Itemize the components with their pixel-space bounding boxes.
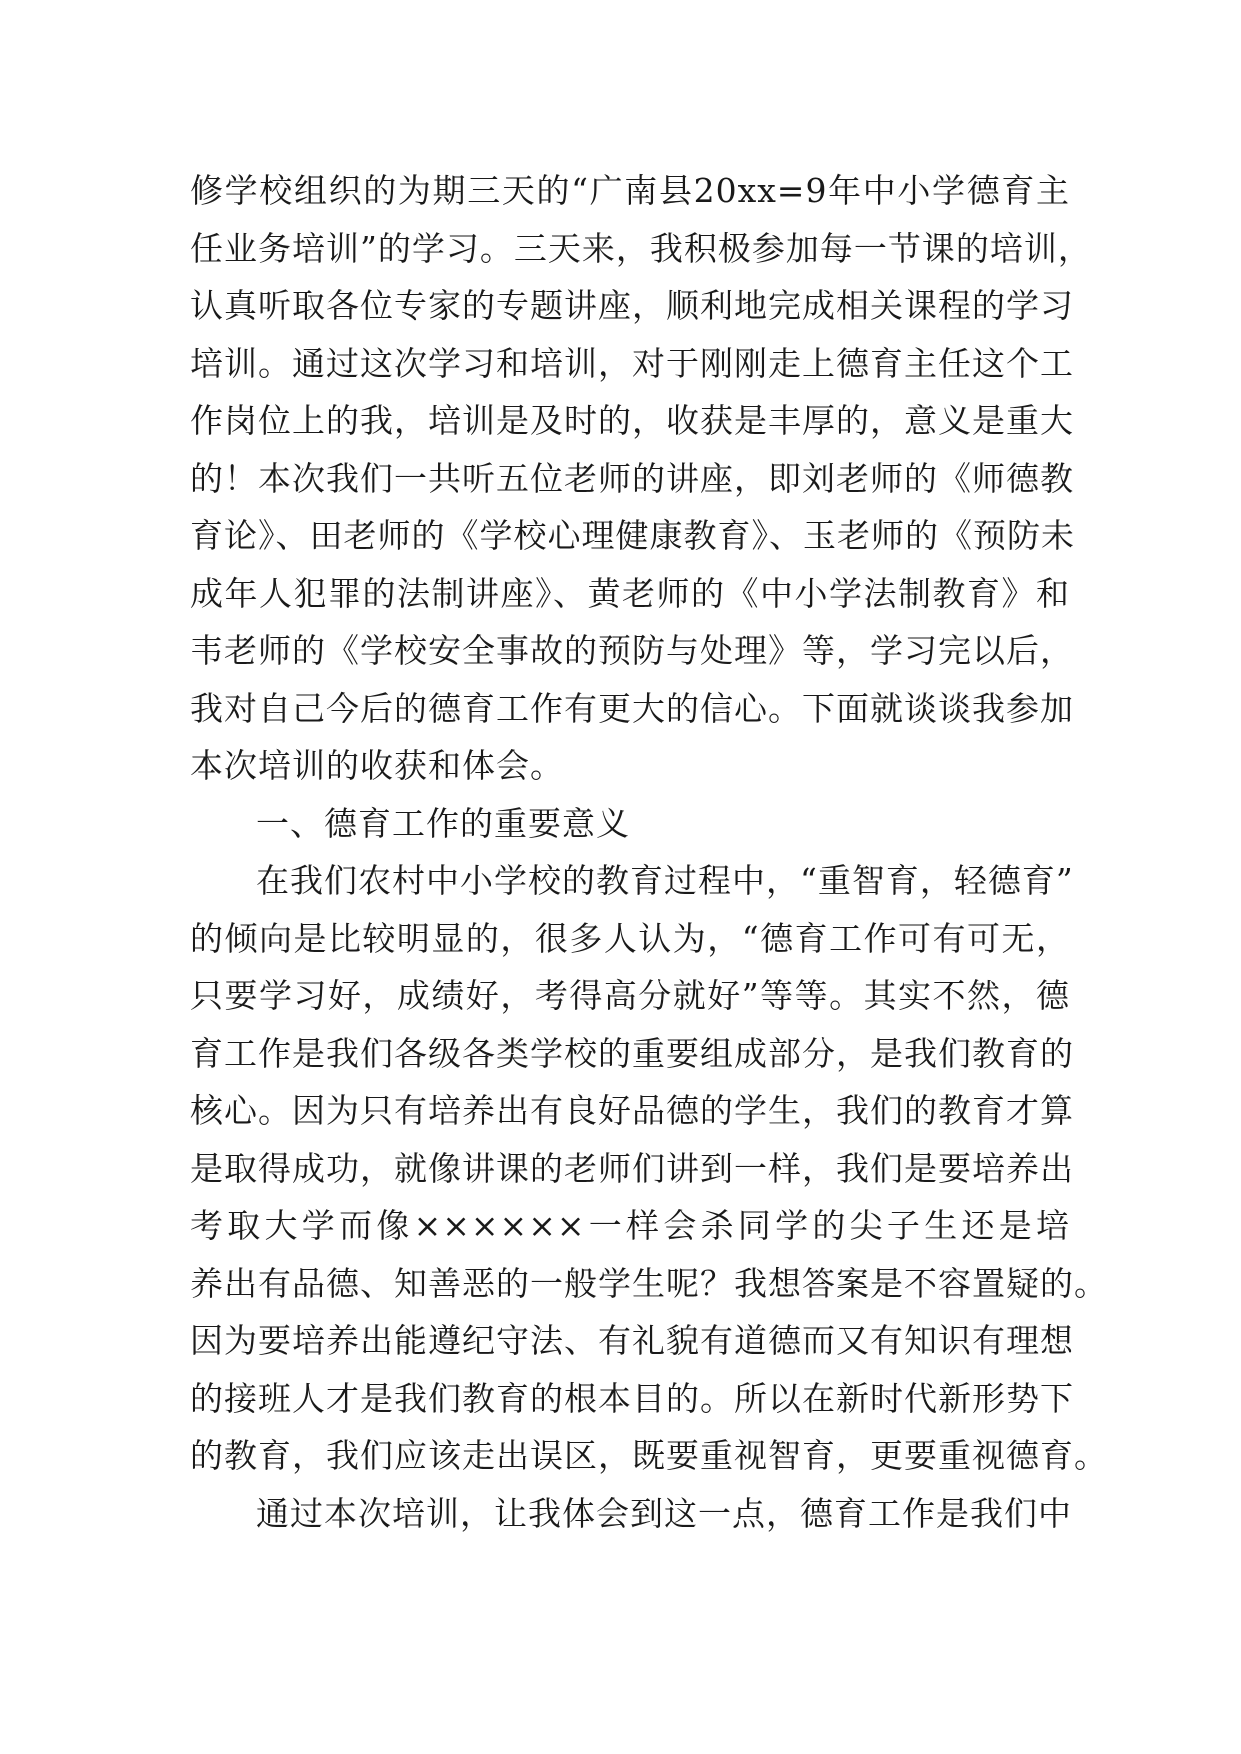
- text-line: 育工作是我们各级各类学校的重要组成部分，是我们教育的: [190, 1033, 1074, 1073]
- text-line: 作岗位上的我，培训是及时的，收获是丰厚的，意义是重大: [190, 401, 1074, 440]
- text-line: 因为要培养出能遵纪守法、有礼貌有道德而又有知识有理想: [190, 1321, 1074, 1360]
- document-body: [190, 162, 1108, 1542]
- text-line: 只要学习好，成绩好，考得高分就好”等等。其实不然，德: [190, 976, 1070, 1015]
- text-line: 在我们农村中小学校的教育过程中，“重智育，轻德育”: [256, 861, 1074, 900]
- text-line: 认真听取各位专家的专题讲座，顺利地完成相关课程的学习: [190, 286, 1074, 325]
- text-line: 考取大学而像××××××一样会杀同学的尖子生还是培: [190, 1206, 1070, 1245]
- text-line: 任业务培训”的学习。三天来，我积极参加每一节课的培训，: [190, 228, 1092, 268]
- text-line: 育论》、田老师的《学校心理健康教育》、玉老师的《预防未: [190, 516, 1075, 555]
- text-line: 一、德育工作的重要意义: [256, 803, 630, 843]
- text-line: 本次培训的收获和体会。: [190, 746, 564, 785]
- text-line: 成年人犯罪的法制讲座》、黄老师的《中小学法制教育》和: [190, 573, 1070, 613]
- text-line: 的！本次我们一共听五位老师的讲座，即刘老师的《师德教: [190, 458, 1074, 498]
- text-line: 养出有品德、知善恶的一般学生呢？我想答案是不容置疑的。: [190, 1263, 1108, 1303]
- text-line: 的教育，我们应该走出误区，既要重视智育，更要重视德育。: [190, 1436, 1108, 1475]
- text-line: 通过本次培训，让我体会到这一点，德育工作是我们中: [256, 1493, 1072, 1533]
- text-line: 我对自己今后的德育工作有更大的信心。下面就谈谈我参加: [190, 688, 1074, 728]
- text-line: 的倾向是比较明显的，很多人认为，“德育工作可有可无，: [190, 918, 1070, 958]
- text-line: 修学校组织的为期三天的“广南县20xx=9年中小学德育主: [190, 171, 1070, 210]
- text-line: 的接班人才是我们教育的根本目的。所以在新时代新形势下: [190, 1378, 1074, 1418]
- text-line: 核心。因为只有培养出有良好品德的学生，我们的教育才算: [190, 1091, 1074, 1130]
- text-line: 培训。通过这次学习和培训，对于刚刚走上德育主任这个工: [190, 343, 1074, 383]
- text-line: 是取得成功，就像讲课的老师们讲到一样，我们是要培养出: [190, 1148, 1074, 1188]
- text-line: 韦老师的《学校安全事故的预防与处理》等，学习完以后，: [190, 631, 1074, 670]
